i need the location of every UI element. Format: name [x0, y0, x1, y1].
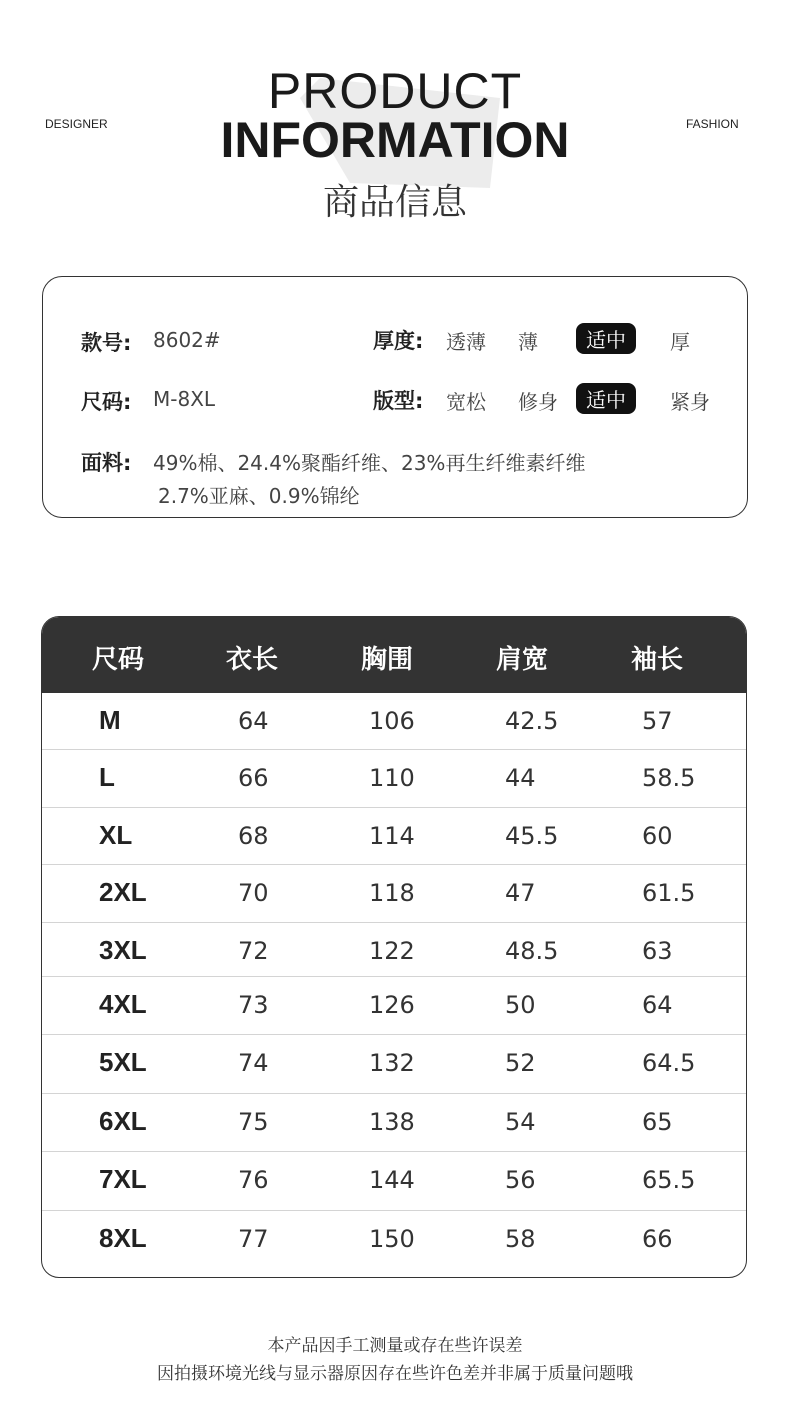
- measure-cell: 138: [369, 1108, 415, 1136]
- size-cell: L: [99, 762, 115, 792]
- thickness-option-selected: 适中: [576, 323, 636, 354]
- measure-cell: 66: [238, 764, 269, 792]
- size-cell: 3XL: [99, 935, 147, 965]
- measure-cell: 64: [238, 707, 269, 735]
- size-cell: 2XL: [99, 877, 147, 907]
- measure-cell: 64.5: [642, 1049, 696, 1077]
- fit-option-selected: 适中: [576, 383, 636, 414]
- measure-cell: 44: [505, 764, 536, 792]
- measure-cell: 122: [369, 937, 415, 965]
- measure-cell: 150: [369, 1225, 415, 1253]
- table-row: [42, 977, 747, 1035]
- measure-cell: 76: [238, 1166, 269, 1194]
- size-cell: 8XL: [99, 1223, 147, 1253]
- measure-cell: 58: [505, 1225, 536, 1253]
- disclaimer-line-1: 本产品因手工测量或存在些许误差: [267, 1336, 523, 1356]
- measure-cell: 63: [642, 937, 673, 965]
- table-row: [42, 923, 747, 977]
- measure-cell: 118: [369, 879, 415, 907]
- measure-cell: 65: [642, 1108, 673, 1136]
- measure-cell: 50: [505, 991, 536, 1019]
- fabric-label: 面料:: [81, 451, 132, 475]
- title-product: PRODUCT: [267, 63, 523, 119]
- title-information: INFORMATION: [220, 112, 570, 168]
- measure-cell: 75: [238, 1108, 269, 1136]
- thickness-label: 厚度:: [373, 329, 424, 353]
- measure-cell: 64: [642, 991, 673, 1019]
- measure-cell: 74: [238, 1049, 269, 1077]
- measure-cell: 106: [369, 707, 415, 735]
- size-cell: 4XL: [99, 989, 147, 1019]
- table-row: [42, 865, 747, 923]
- fit-option: 修身: [518, 390, 558, 414]
- table-row: [42, 1211, 747, 1278]
- measure-cell: 48.5: [505, 937, 559, 965]
- thickness-option: 透薄: [446, 330, 486, 354]
- fabric-line-1: 49%棉、24.4%聚酯纤维、23%再生纤维素纤维: [153, 451, 586, 475]
- table-row: [42, 750, 747, 808]
- measure-cell: 144: [369, 1166, 415, 1194]
- measure-cell: 54: [505, 1108, 536, 1136]
- fit-label: 版型:: [373, 389, 424, 413]
- measure-cell: 110: [369, 764, 415, 792]
- measure-cell: 77: [238, 1225, 269, 1253]
- measure-cell: 42.5: [505, 707, 559, 735]
- measure-cell: 66: [642, 1225, 673, 1253]
- measure-cell: 72: [238, 937, 269, 965]
- fit-option: 宽松: [446, 390, 486, 414]
- fashion-label: FASHION: [686, 117, 739, 131]
- size-cell: 7XL: [99, 1164, 147, 1194]
- measure-cell: 114: [369, 822, 415, 850]
- size-cell: XL: [99, 820, 133, 850]
- designer-label: DESIGNER: [45, 117, 108, 131]
- measure-cell: 52: [505, 1049, 536, 1077]
- header-sleeve: 袖长: [631, 645, 684, 675]
- header-chest: 胸围: [361, 645, 414, 675]
- header-length: 衣长: [226, 645, 279, 675]
- header: [0, 0, 790, 240]
- style-number-label: 款号:: [81, 331, 132, 355]
- measure-cell: 65.5: [642, 1166, 696, 1194]
- fit-option: 紧身: [670, 390, 710, 414]
- measure-cell: 73: [238, 991, 269, 1019]
- measure-cell: 57: [642, 707, 673, 735]
- header-size: 尺码: [92, 645, 145, 675]
- fabric-line-2: 2.7%亚麻、0.9%锦纶: [158, 484, 360, 508]
- measure-cell: 132: [369, 1049, 415, 1077]
- size-range-value: M-8XL: [153, 387, 216, 411]
- style-number-value: 8602#: [153, 328, 221, 352]
- measure-cell: 68: [238, 822, 269, 850]
- header-shoulder: 肩宽: [496, 645, 549, 675]
- table-row: [42, 1152, 747, 1211]
- size-cell: M: [99, 705, 121, 735]
- measure-cell: 58.5: [642, 764, 696, 792]
- measure-cell: 60: [642, 822, 673, 850]
- table-row: [42, 1035, 747, 1094]
- measure-cell: 45.5: [505, 822, 559, 850]
- measure-cell: 70: [238, 879, 269, 907]
- size-cell: 5XL: [99, 1047, 147, 1077]
- size-range-label: 尺码:: [81, 390, 132, 414]
- table-row: [42, 693, 747, 750]
- thickness-option: 厚: [670, 330, 690, 354]
- product-info-card: [42, 276, 748, 518]
- measure-cell: 56: [505, 1166, 536, 1194]
- title-chinese: 商品信息: [322, 182, 467, 223]
- table-row: [42, 1094, 747, 1152]
- measure-cell: 47: [505, 879, 536, 907]
- table-row: [42, 808, 747, 865]
- disclaimer-line-2: 因拍摄环境光线与显示器原因存在些许色差并非属于质量问题哦: [157, 1364, 633, 1384]
- size-table: [41, 616, 747, 1278]
- thickness-option: 薄: [518, 330, 538, 354]
- table-header: [42, 617, 747, 693]
- measure-cell: 61.5: [642, 879, 696, 907]
- size-cell: 6XL: [99, 1106, 147, 1136]
- measure-cell: 126: [369, 991, 415, 1019]
